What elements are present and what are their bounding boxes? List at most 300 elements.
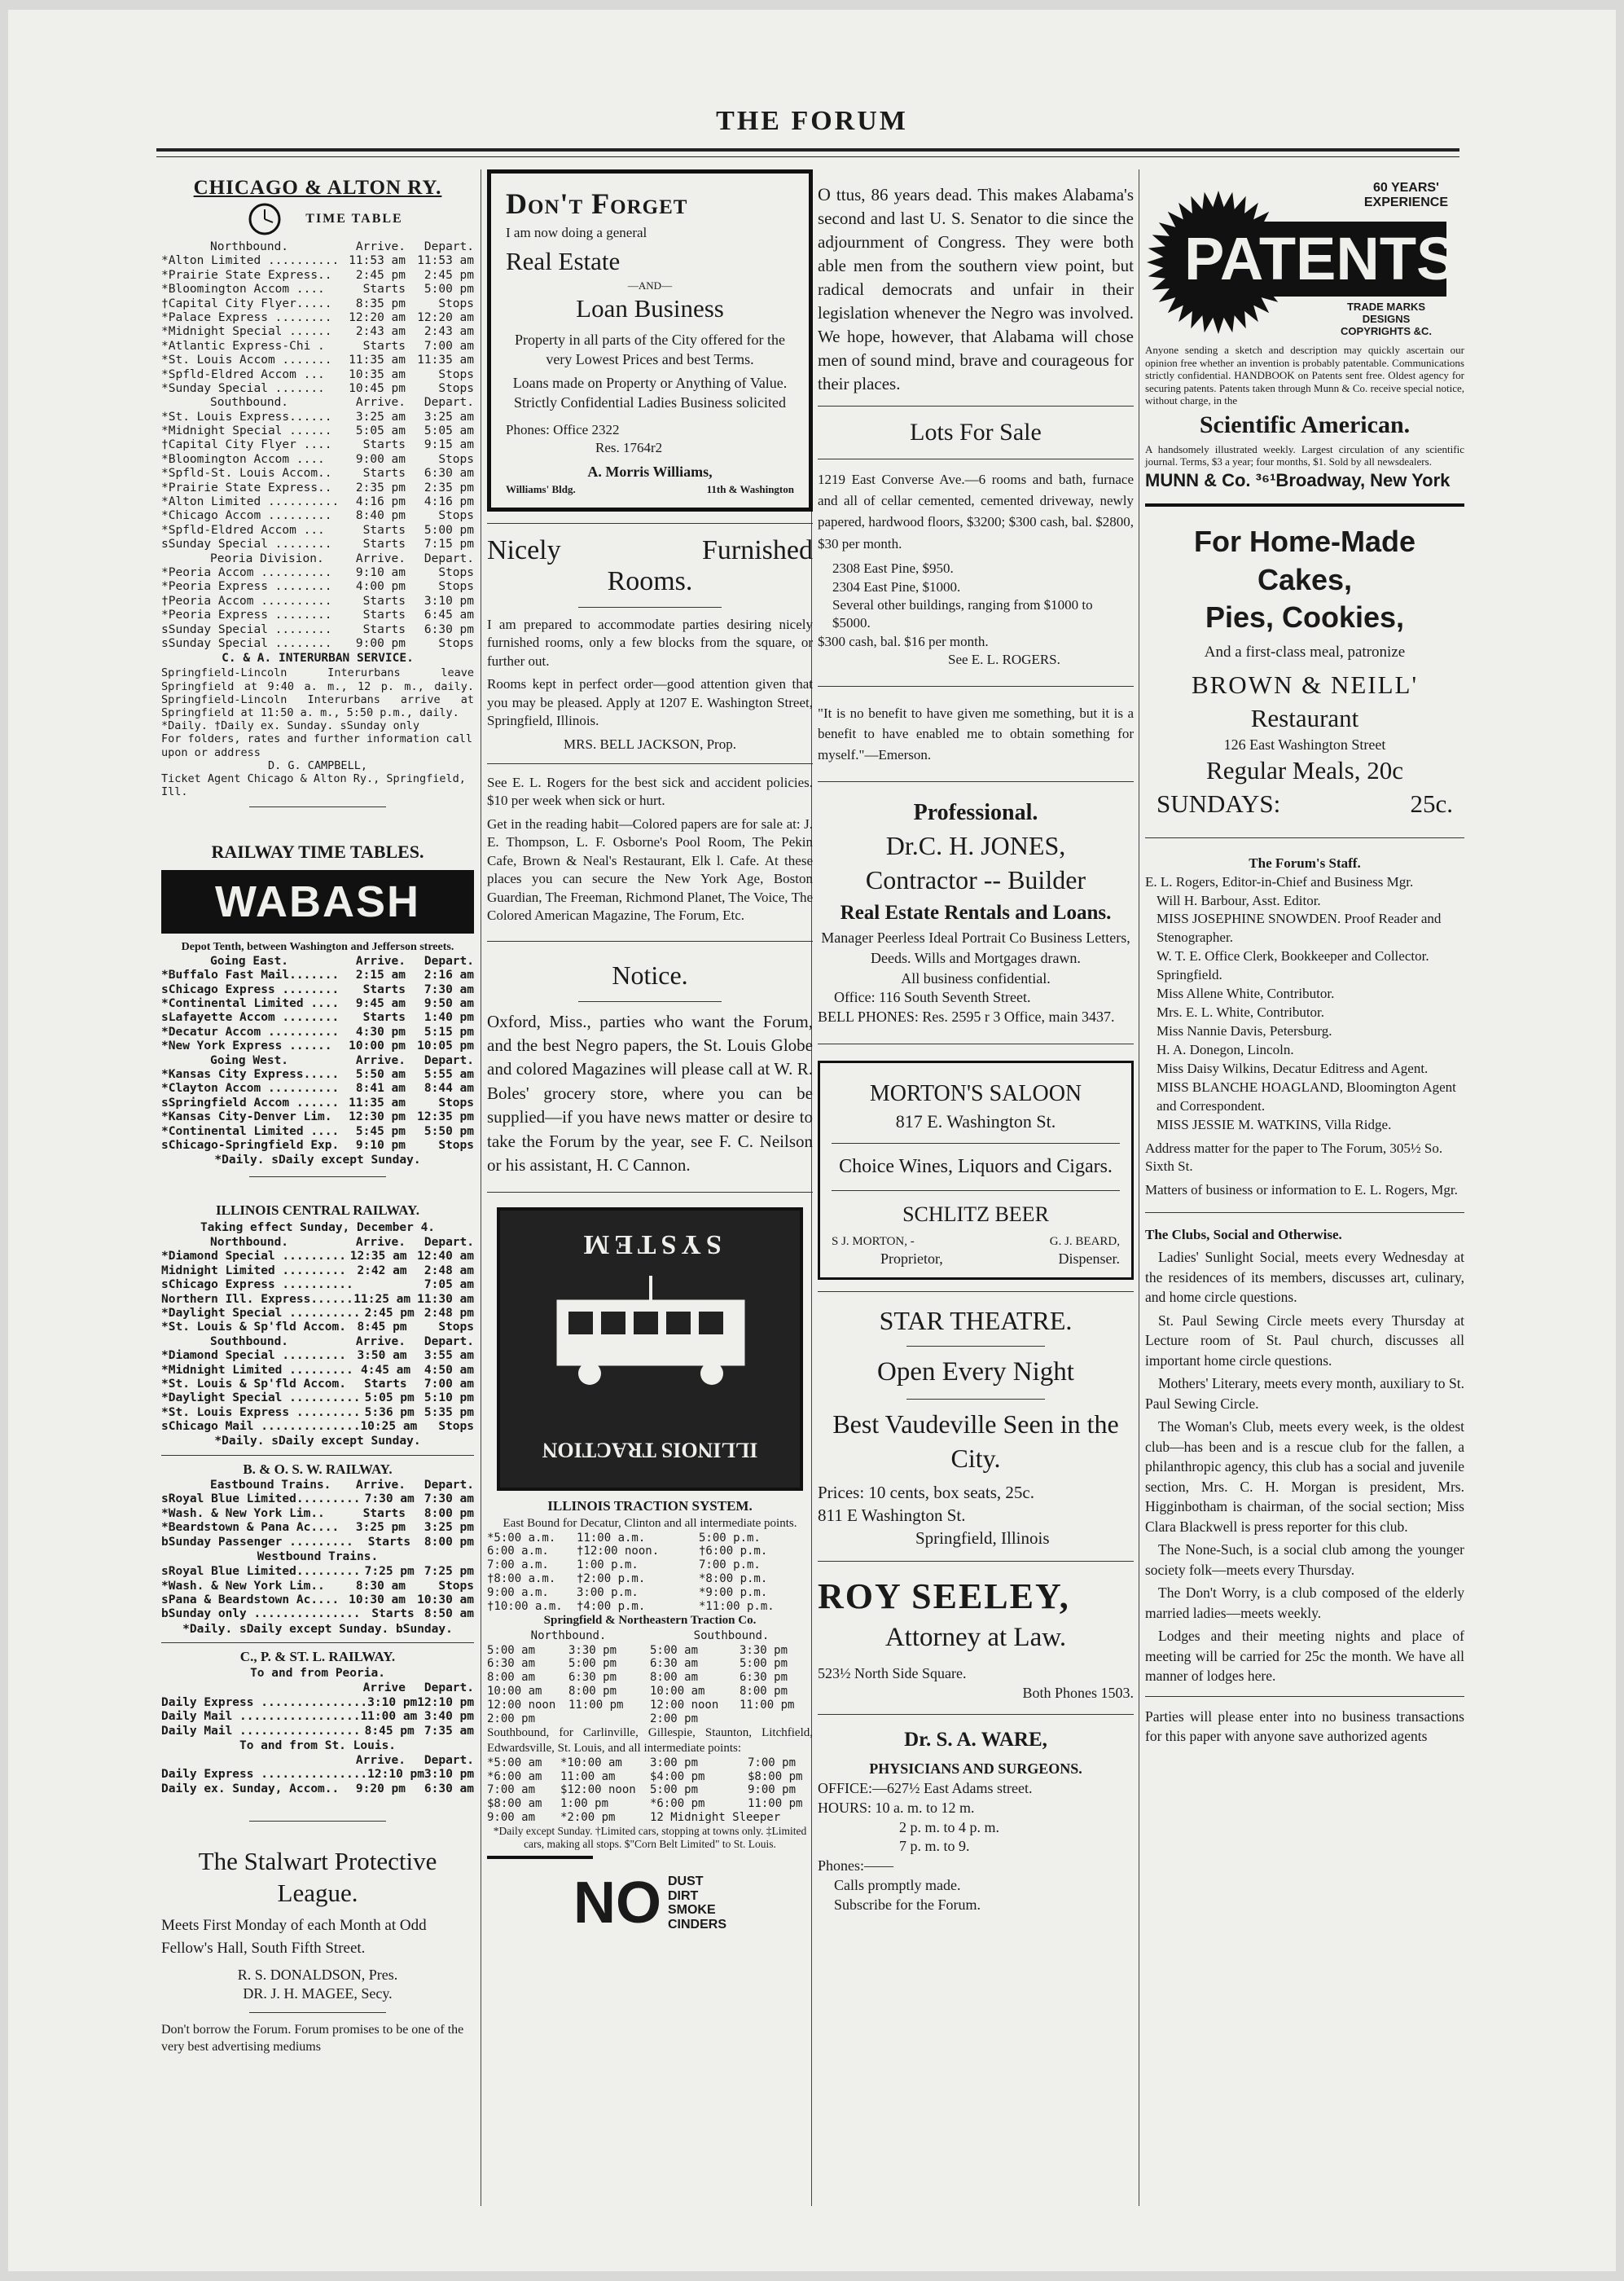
- depart-time: Stops: [438, 509, 474, 523]
- club-paragraph: The None-Such, is a social club among the younger society folk—meets every Thursday.: [1145, 1541, 1464, 1578]
- dont-forget-loans: Loans made on Property or Anything of Value. Strictly Confidential Ladies Business solicited: [512, 375, 788, 411]
- schedule-time: 2:00 pm: [650, 1712, 699, 1725]
- ne-header-cell: Northbound.: [530, 1629, 607, 1643]
- depart-time: 5:05 am: [424, 424, 474, 438]
- timetable-header: [161, 552, 474, 566]
- no-ad-word: CINDERS: [667, 1917, 726, 1932]
- schedule-time: *5:00 a.m.: [487, 1531, 556, 1545]
- schedule-time: 5:00 am: [487, 1643, 536, 1657]
- arrive-time: 5:36 pm: [364, 1405, 415, 1419]
- timetable-row: [161, 1039, 474, 1053]
- dont-forget-bldg: Williams' Bldg.: [506, 482, 576, 495]
- dont-forget-line2: Loan Business: [576, 294, 724, 323]
- depart-time: 3:25 pm: [424, 1521, 474, 1535]
- depart-time: 5:00 pm: [424, 283, 474, 297]
- train-name: Midnight Limited .........: [161, 1264, 346, 1277]
- alton-logo-text: CHICAGO & ALTON RY.: [193, 177, 442, 199]
- section-rule: [1145, 1696, 1464, 1697]
- dont-forget-line1: Real Estate: [506, 246, 621, 275]
- timetable-row: [161, 623, 474, 637]
- train-name: *Peoria Express ........: [161, 580, 332, 594]
- schedule-time: †6:00 p.m.: [699, 1545, 768, 1558]
- star-open: Open Every Night: [877, 1357, 1074, 1387]
- interurban-title: C. & A. INTERURBAN SERVICE.: [222, 652, 414, 666]
- schedule-time: 9:00 a.m.: [487, 1585, 549, 1599]
- arrive-time: 3:25 am: [355, 410, 406, 424]
- train-name: *Bloomington Accom ....: [161, 452, 325, 466]
- stalwart-body: Meets First Monday of each Month at Odd Fellow's Hall, South Fifth Street.: [161, 1916, 427, 1958]
- timetable-header: [161, 396, 474, 410]
- depart-time: 11:35 am: [417, 354, 474, 367]
- timetable-header-cell: Northbound.: [210, 240, 289, 253]
- jones-trade: Contractor -- Builder: [865, 865, 1086, 895]
- ware-hours: HOURS: 10 a. m. to 12 m.: [818, 1799, 975, 1816]
- train-name: *Peoria Express ........: [161, 609, 332, 622]
- depart-time: 6:30 am: [424, 467, 474, 481]
- schedule-row: [487, 1671, 813, 1685]
- train-name: sRoyal Blue Limited.........: [161, 1565, 361, 1579]
- dont-forget-intro: I am now doing a general: [506, 224, 647, 240]
- cakes-l5: BROWN & NEILL': [1191, 670, 1419, 699]
- staff-line: Springfield.: [1157, 967, 1222, 983]
- arrive-time: Starts: [362, 538, 406, 552]
- alton-logo-sub: TIME TABLE: [305, 212, 403, 226]
- lots-l1: 2308 East Pine, $950.: [832, 560, 954, 577]
- schedule-time: *2:00 pm: [560, 1811, 616, 1825]
- arrive-time: 9:00 am: [355, 452, 406, 466]
- staff-line: MISS JESSIE M. WATKINS, Villa Ridge.: [1157, 1116, 1392, 1132]
- timetable-row: [161, 495, 474, 509]
- timetable-row: [161, 1696, 474, 1710]
- staff-line: W. T. E. Office Clerk, Bookkeeper and Collector.: [1157, 948, 1429, 965]
- ware-calls: Calls promptly made.: [834, 1876, 961, 1893]
- sci-am-body: A handsomely illustrated weekly. Largest circulation of any scientific journal. Terms, $3 a year; four months, $1. Sold by all newsdealers.: [1145, 442, 1464, 468]
- arrive-time: 9:10 pm: [355, 1138, 406, 1152]
- timetable-row: [161, 1082, 474, 1096]
- depart-time: Stops: [438, 297, 474, 310]
- arrive-time: 4:00 pm: [355, 580, 406, 594]
- patents-copy: COPYRIGHTS &C.: [1341, 324, 1432, 337]
- timetable-row: [161, 1293, 474, 1307]
- timetable-header: [161, 1479, 474, 1492]
- train-name: Daily Mail .................: [161, 1724, 361, 1738]
- schedule-time: $8:00 pm: [748, 1769, 803, 1783]
- arrive-time: 11:35 am: [349, 354, 406, 367]
- alton-info: For folders, rates and further information call upon or address: [161, 732, 473, 759]
- train-name: *St. Louis Express .........: [161, 1405, 361, 1419]
- ne-header-cell: Southbound.: [693, 1629, 770, 1643]
- timetable-header-cell: Arrive.: [355, 1334, 406, 1348]
- staff-line: Will H. Barbour, Asst. Editor.: [1157, 892, 1321, 908]
- train-name: sSunday Special ........: [161, 538, 332, 552]
- lots-l4: $300 cash, bal. $16 per month.: [818, 633, 989, 649]
- schedule-time: 6:30 am: [487, 1657, 536, 1671]
- depart-time: 7:00 am: [424, 339, 474, 353]
- arrive-time: Starts: [362, 594, 406, 608]
- timetable-header-cell: Depart.: [424, 1479, 474, 1492]
- jones-office: Office: 116 South Seventh Street.: [834, 989, 1031, 1006]
- arrive-time: 7:25 pm: [364, 1565, 415, 1579]
- train-name: *Alton Limited ..........: [161, 495, 340, 509]
- arrive-time: 11:35 am: [349, 1096, 406, 1110]
- schedule-row: [487, 1811, 813, 1825]
- train-name: *Kansas City-Denver Lim.: [161, 1110, 332, 1124]
- train-name: *Atlantic Express-Chi .: [161, 339, 325, 353]
- section-rule: [832, 1143, 1120, 1144]
- arrive-time: 12:30 pm: [349, 1110, 406, 1124]
- arrive-time: 2:45 pm: [355, 268, 406, 282]
- depart-time: 2:48 pm: [424, 1306, 474, 1320]
- section-rule: [578, 607, 722, 608]
- traction-logo-bottom: ILLINOIS TRACTION: [542, 1438, 758, 1462]
- seeley-phones: Both Phones 1503.: [1022, 1684, 1134, 1701]
- schedule-time: 7:00 a.m.: [487, 1558, 549, 1572]
- section-rule: [1145, 503, 1464, 507]
- interurban-text: Springfield-Lincoln Interurbans leave Springfield at 9:40 a. m., 12 p. m., daily. Springfield-Lincoln Interurbans arrive at Springfield at 11:50 a. m., 5:50 p.m., daily.: [161, 666, 474, 720]
- schedule-time: 5:00 pm: [740, 1657, 788, 1671]
- train-name: *Spfld-St. Louis Accom..: [161, 467, 332, 481]
- timetable-row: [161, 297, 474, 311]
- star-prices: Prices: 10 cents, box seats, 25c.: [818, 1483, 1034, 1503]
- bo-timetable: [161, 1479, 474, 1622]
- arrive-time: Starts: [362, 339, 406, 353]
- column-3: [818, 169, 1134, 2239]
- club-paragraph: St. Paul Sewing Circle meets every Thursday at Lecture room of St. Paul church, discusses all important home circle questions.: [1145, 1312, 1464, 1369]
- train-name: *Kansas City Express.....: [161, 1067, 340, 1081]
- schedule-time: 12:00 noon: [650, 1698, 719, 1712]
- section-rule: [249, 1176, 387, 1177]
- depart-time: 12:20 am: [417, 310, 474, 324]
- timetable-row: [161, 1139, 474, 1153]
- timetable-row: [161, 1278, 474, 1292]
- depart-time: 2:48 am: [424, 1264, 474, 1277]
- train-name: *St. Louis Accom .......: [161, 354, 332, 367]
- arrive-time: 10:45 pm: [349, 381, 406, 395]
- senator-dropcap: O: [818, 184, 831, 204]
- staff-line: MISS BLANCHE HOAGLAND, Bloomington Agent and Correspondent.: [1157, 1079, 1456, 1114]
- train-name: sLafayette Accom ........: [161, 1011, 340, 1025]
- traction-south-times: [487, 1756, 813, 1825]
- schedule-row: [487, 1644, 813, 1658]
- staff-list: [1145, 873, 1464, 1135]
- depart-time: 3:40 pm: [424, 1710, 474, 1724]
- staff-address: Address matter for the paper to The Forum, 305½ So. Sixth St.: [1145, 1140, 1443, 1175]
- traction-east-times: [487, 1532, 813, 1614]
- timetable-subheader: Westbound Trains.: [257, 1550, 379, 1563]
- alton-agent-title: Ticket Agent Chicago & Alton Ry., Springfield, Ill.: [161, 771, 466, 799]
- column-1: [161, 169, 474, 2239]
- arrive-time: Starts: [364, 1377, 407, 1391]
- train-name: *Alton Limited ..........: [161, 254, 340, 268]
- train-name: sSunday Special ........: [161, 636, 332, 650]
- morton-beer: SCHLITZ BEER: [902, 1202, 1049, 1227]
- ware-office: OFFICE:—627½ East Adams street.: [818, 1780, 1033, 1797]
- train-name: *Daylight Special ..........: [161, 1391, 361, 1405]
- schedule-time: *8:00 p.m.: [699, 1572, 768, 1585]
- arrive-time: Starts: [362, 467, 406, 481]
- train-name: *Continental Limited ....: [161, 997, 340, 1011]
- timetable-row: [161, 1391, 474, 1405]
- timetable-row: [161, 1378, 474, 1391]
- staff-line: E. L. Rogers, Editor-in-Chief and Business Mgr.: [1145, 873, 1414, 890]
- railway-title: RAILWAY TIME TABLES.: [211, 842, 424, 863]
- train-name: sChicago Mail ..............: [161, 1420, 361, 1434]
- star-city: Springfield, Illinois: [915, 1527, 1050, 1548]
- timetable-row: [161, 382, 474, 396]
- depart-time: 8:44 am: [424, 1082, 474, 1096]
- schedule-time: 8:00 pm: [568, 1685, 617, 1698]
- train-name: *Diamond Special .........: [161, 1250, 346, 1264]
- depart-time: 7:30 am: [424, 1492, 474, 1506]
- schedule-time: [568, 1712, 650, 1726]
- club-paragraph: Mothers' Literary, meets every month, auxiliary to St. Paul Sewing Circle.: [1145, 1375, 1464, 1412]
- schedule-time: 11:00 pm: [748, 1797, 803, 1811]
- newspaper-page: [8, 10, 1616, 2271]
- timetable-row: [161, 1250, 474, 1264]
- arrive-time: 5:50 am: [355, 1067, 406, 1081]
- club-paragraph: The Don't Worry, is a club composed of the elderly married ladies—meets weekly.: [1145, 1584, 1464, 1621]
- train-name: *Midnight Special ......: [161, 424, 332, 438]
- timetable-row: [161, 424, 474, 438]
- cakes-l6: Restaurant: [1250, 703, 1359, 732]
- senator-body: ttus, 86 years dead. This makes Alabama's second and last U. S. Senator to die since the adjournment of Congress. They were both able men from the southern view point, but radical democrats and unfair in their legislation whenever the Negro was involved. We hope, however, that Alabama will chose men of sound mind, brave and courageous for their places.: [818, 185, 1134, 394]
- depart-time: 5:50 pm: [424, 1124, 474, 1138]
- section-rule: [818, 1291, 1134, 1292]
- column-4: [1145, 169, 1464, 2239]
- dont-forget-property: Property in all parts of the City offered for the very Lowest Prices and best Terms.: [514, 331, 786, 367]
- train-name: *Continental Limited ....: [161, 1124, 340, 1138]
- ware-h3: 7 p. m. to 9.: [899, 1838, 970, 1855]
- schedule-time: 11:00 a.m.: [577, 1531, 646, 1545]
- depart-time: 2:16 am: [424, 969, 474, 982]
- train-name: sChicago-Springfield Exp.: [161, 1138, 340, 1152]
- notice-body: Oxford, Miss., parties who want the Forum, and the best Negro papers, the St. Louis Globe and colored Magazines will please call at W. R. Boles' grocery store, where you can be supplied—if you have news matter or desire to take the Forum by the year, see F. C. Neilson or his assistant, H. C Cannon.: [487, 1011, 813, 1176]
- morton-p1: S J. MORTON, -: [832, 1234, 915, 1248]
- timetable-row: [161, 368, 474, 382]
- schedule-time: 7:00 p.m.: [699, 1558, 761, 1572]
- seeley-addr: 523½ North Side Square.: [818, 1664, 967, 1681]
- timetable-row: [161, 969, 474, 982]
- timetable-row: [161, 1068, 474, 1082]
- schedule-time: *9:00 p.m.: [699, 1585, 768, 1599]
- staff-title: The Forum's Staff.: [1249, 855, 1361, 872]
- train-name: *Clayton Accom ..........: [161, 1082, 340, 1096]
- schedule-row: [487, 1657, 813, 1671]
- arrive-time: Starts: [362, 438, 406, 452]
- arrive-time: Starts: [371, 1607, 415, 1621]
- arrive-time: 4:30 pm: [355, 1025, 406, 1039]
- no-ad-word: SMOKE: [667, 1903, 716, 1918]
- schedule-time: 1:00 pm: [560, 1797, 609, 1811]
- section-rule: [1145, 837, 1464, 838]
- ware-name: Dr. S. A. WARE,: [904, 1729, 1047, 1751]
- timetable-header-cell: [161, 1754, 344, 1768]
- schedule-time: *5:00 am: [487, 1756, 542, 1769]
- schedule-row: [487, 1572, 813, 1586]
- timetable-row: [161, 1607, 474, 1621]
- depart-time: 3:25 am: [424, 410, 474, 424]
- schedule-time: [748, 1811, 813, 1825]
- schedule-time: 12 Midnight Sleeper: [650, 1811, 781, 1825]
- timetable-row: [161, 637, 474, 651]
- timetable-row: [161, 983, 474, 997]
- munn: MUNN & Co. ³⁶¹Broadway, New York: [1145, 469, 1451, 490]
- schedule-time: 5:00 pm: [650, 1783, 699, 1797]
- jones-mgr: Manager Peerless Ideal Portrait Co Business Letters, Deeds. Wills and Mortgages drawn.: [821, 930, 1130, 967]
- section-rule: [161, 1642, 474, 1643]
- depart-time: 6:30 am: [424, 1782, 474, 1795]
- sci-am: Scientific American.: [1199, 411, 1411, 438]
- dont-forget-and: —AND—: [627, 279, 673, 292]
- timetable-header-cell: Depart.: [424, 954, 474, 968]
- schedule-row: [487, 1558, 813, 1572]
- timetable-header-cell: Peoria Division.: [210, 552, 324, 565]
- arrive-time: 8:35 pm: [355, 297, 406, 310]
- depart-time: Stops: [438, 1579, 474, 1593]
- cakes-l1: For Home-Made: [1193, 524, 1416, 558]
- arrive-time: Starts: [362, 283, 406, 297]
- train-name: sSunday Special ........: [161, 622, 332, 636]
- dont-forget-ad: [487, 169, 813, 512]
- res-phone: Res. 1764r2: [595, 440, 663, 456]
- timetable-row: [161, 311, 474, 325]
- morton-p1t: Proprietor,: [880, 1250, 943, 1268]
- depart-time: 5:15 pm: [424, 1025, 474, 1039]
- depart-time: 2:35 pm: [424, 481, 474, 494]
- ware-sub: Subscribe for the Forum.: [834, 1896, 981, 1913]
- club-paragraph: The Woman's Club, meets every week, is the oldest club—has been and is a rescue club for the fallen, a philanthropic agency, this club has a social and juvenile section, Mrs. C. H. Morgan is president, Mrs. Higginbotham is chairman, of the social section; Miss Clara Blackwell is press reporter for this club.: [1145, 1418, 1464, 1535]
- timetable-header: [161, 1054, 474, 1068]
- schedule-row: [487, 1600, 813, 1614]
- arrive-time: 10:25 am: [360, 1420, 418, 1434]
- rooms-body-2: Rooms kept in perfect order—good attention given that you may be pleased. Apply at 1207 E. Washington Street, Springfield, Illinois.: [487, 676, 813, 729]
- train-name: Daily Express ...............: [161, 1695, 368, 1709]
- traction-logo: [497, 1207, 803, 1491]
- alton-agent: D. G. CAMPBELL,: [268, 758, 367, 772]
- depart-time: 8:50 am: [424, 1607, 474, 1621]
- timetable-subheader: To and from Peoria.: [250, 1667, 385, 1681]
- train-name: sChicago Express ..........: [161, 1278, 353, 1292]
- depart-time: 12:35 pm: [417, 1110, 474, 1124]
- train-name: *Bloomington Accom ....: [161, 283, 325, 297]
- schedule-time: 8:00 am: [650, 1671, 699, 1685]
- depart-time: 3:55 am: [424, 1349, 474, 1363]
- timetable-row: [161, 467, 474, 481]
- rooms-body: I am prepared to accommodate parties desiring nicely furnished rooms, only a few blocks from the square, or further out.: [487, 616, 813, 669]
- morton-ad: [818, 1061, 1134, 1280]
- schedule-time: 12:00 noon: [487, 1698, 556, 1712]
- arrive-time: 2:35 pm: [355, 481, 406, 494]
- depart-time: 7:35 am: [424, 1724, 474, 1738]
- train-name: Northern Ill. Express......: [161, 1292, 353, 1306]
- depart-time: Stops: [438, 381, 474, 395]
- rooms-title-3: Rooms.: [607, 566, 693, 597]
- section-rule: [818, 406, 1134, 407]
- train-name: *Peoria Accom ..........: [161, 565, 332, 579]
- schedule-time: 11:00 pm: [568, 1698, 624, 1712]
- star-title: STAR THEATRE.: [879, 1306, 1073, 1336]
- arrive-time: 4:16 pm: [355, 495, 406, 509]
- masthead: THE FORUM: [716, 106, 908, 136]
- stalwart-secy: DR. J. H. MAGEE, Secy.: [243, 1985, 393, 2002]
- timetable-row: [161, 1725, 474, 1738]
- depart-time: 9:50 am: [424, 997, 474, 1011]
- arrive-time: 8:45 pm: [364, 1724, 415, 1738]
- timetable-header-cell: Going West.: [210, 1053, 289, 1067]
- depart-time: 1:40 pm: [424, 1011, 474, 1025]
- patents-years: 60 YEARS': [1372, 181, 1439, 195]
- schedule-time: 8:00 am: [487, 1671, 536, 1685]
- depart-time: 3:10 pm: [424, 594, 474, 608]
- patents-ad: [1145, 181, 1464, 344]
- train-name: †Capital City Flyer ....: [161, 438, 332, 452]
- schedule-time: 2:00 pm: [487, 1712, 536, 1725]
- depart-time: 7:30 am: [424, 982, 474, 996]
- timetable-header-cell: [161, 1681, 344, 1695]
- cakes-l2: Cakes,: [1257, 562, 1353, 596]
- arrive-time: 3:25 pm: [355, 1521, 406, 1535]
- rooms-title-2: Furnished: [702, 534, 813, 565]
- alton-logo: [161, 174, 474, 235]
- timetable-header-cell: Depart.: [424, 552, 474, 565]
- depart-time: 9:15 am: [424, 438, 474, 452]
- section-rule: [906, 1399, 1046, 1400]
- morton-p2t: Dispenser.: [1058, 1250, 1120, 1268]
- staff-line: Miss Nannie Davis, Petersburg.: [1157, 1023, 1332, 1039]
- arrive-time: 9:20 pm: [355, 1782, 406, 1795]
- timetable-header-cell: Arrive.: [355, 1754, 406, 1768]
- timetable-row: [161, 453, 474, 467]
- timetable-row: [161, 509, 474, 523]
- schedule-row: [487, 1712, 813, 1726]
- section-rule: [818, 686, 1134, 687]
- section-rule: [818, 781, 1134, 782]
- train-name: *St. Louis & Sp'fld Accom.: [161, 1377, 346, 1391]
- emerson-quote: "It is no benefit to have given me something, but it is a benefit to have enabled me to obtain something for myself."—Emerson.: [818, 705, 1134, 763]
- arrive-time: 8:45 pm: [357, 1321, 407, 1334]
- section-rule: [487, 523, 813, 524]
- schedule-time: 10:00 am: [487, 1685, 542, 1698]
- timetable-row: [161, 1782, 474, 1796]
- rooms-sign: MRS. BELL JACKSON, Prop.: [564, 736, 736, 752]
- timetable-row: [161, 997, 474, 1011]
- timetable-header-cell: Depart.: [424, 1681, 474, 1695]
- depart-time: Stops: [438, 1420, 474, 1434]
- timetable-row: [161, 438, 474, 452]
- section-rule: [818, 1561, 1134, 1562]
- lots-title: Lots For Sale: [910, 419, 1042, 446]
- timetable-header-cell: Depart.: [424, 1236, 474, 1250]
- schedule-row: [487, 1756, 813, 1770]
- schedule-time: †4:00 p.m.: [577, 1599, 646, 1613]
- schedule-time: [740, 1712, 813, 1726]
- arrive-time: 2:15 am: [355, 969, 406, 982]
- lots-l2: 2304 East Pine, $1000.: [832, 578, 961, 595]
- timetable-header-cell: Arrive.: [355, 1236, 406, 1250]
- dont-forget-name: A. Morris Williams,: [587, 463, 713, 480]
- depart-time: 7:05 am: [424, 1278, 474, 1292]
- patents-tm: TRADE MARKS: [1346, 301, 1426, 313]
- timetable-row: [161, 1536, 474, 1549]
- train-name: sRoyal Blue Limited.........: [161, 1492, 361, 1506]
- arrive-time: 9:10 am: [355, 565, 406, 579]
- alton-note: *Daily. †Daily ex. Sunday. sSunday only: [161, 719, 419, 733]
- timetable-header-cell: Arrive: [362, 1681, 406, 1695]
- dont-forget-title: Don't Forget: [506, 187, 688, 220]
- arrive-time: Starts: [362, 523, 406, 537]
- timetable-header-cell: Southbound.: [210, 396, 289, 410]
- schedule-row: [487, 1532, 813, 1545]
